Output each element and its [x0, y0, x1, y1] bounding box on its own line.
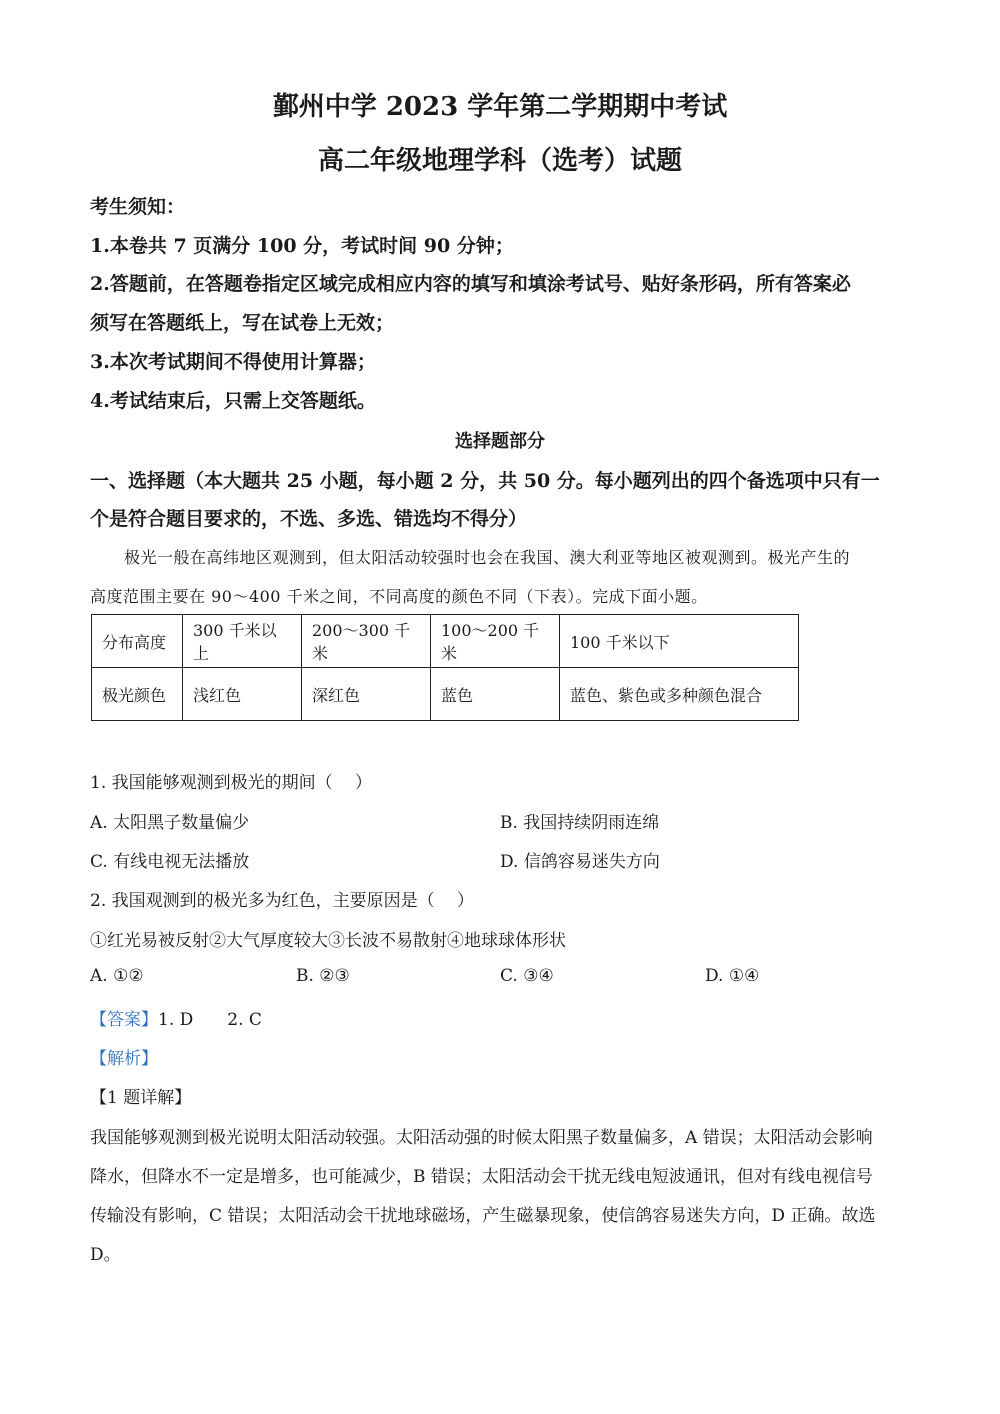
analysis-line: 传输没有影响，C 错误；太阳活动会干扰地球磁场，产生磁暴现象，使信鸽容易迷失方向，D 正确。故选	[90, 1206, 876, 1226]
passage-line: 高度范围主要在 90～400 千米之间，不同高度的颜色不同（下表）。完成下面小题。	[90, 587, 708, 606]
table-cell: 蓝色、紫色或多种颜色混合	[560, 668, 799, 721]
analysis-label: 【解析】	[90, 1049, 158, 1069]
aurora-color-table	[91, 614, 799, 721]
question-2-option-a: A. ①②	[90, 966, 144, 986]
exam-title: 鄞州中学 2023 学年第二学期期中考试	[272, 92, 728, 122]
question-2-option-b: B. ②③	[296, 966, 350, 986]
question-1-option-a: A. 太阳黑子数量偏少	[90, 813, 250, 833]
table-cell: 分布高度	[92, 615, 183, 668]
question-1-option-d: D. 信鸽容易迷失方向	[500, 852, 660, 872]
answer-text: 1. D 2. C	[158, 1010, 262, 1030]
analysis-detail-label: 【1 题详解】	[90, 1088, 192, 1108]
passage-line: 极光一般在高纬地区观测到，但太阳活动较强时也会在我国、澳大利亚等地区被观测到。极光产生的	[124, 548, 851, 567]
table-cell: 100～200 千米	[431, 615, 560, 668]
table-cell: 深红色	[302, 668, 431, 721]
analysis-line: D。	[90, 1245, 121, 1265]
question-1-option-c: C. 有线电视无法播放	[90, 852, 250, 872]
table-cell: 浅红色	[183, 668, 302, 721]
question-2-option-d: D. ①④	[705, 966, 760, 986]
section-header: 个是符合题目要求的，不选、多选、错选均不得分）	[90, 508, 528, 530]
analysis-line: 降水，但降水不一定是增多，也可能减少，B 错误；太阳活动会干扰无线电短波通讯，但对有线电视信号	[90, 1167, 873, 1187]
notice-item: 须写在答题纸上，写在试卷上无效；	[90, 312, 395, 334]
table-cell: 100 千米以下	[560, 615, 799, 668]
notice-item: 4.考试结束后，只需上交答题纸。	[90, 390, 376, 412]
answer-label: 【答案】	[90, 1010, 158, 1030]
table-cell: 极光颜色	[92, 668, 183, 721]
notice-item: 3.本次考试期间不得使用计算器；	[90, 351, 376, 373]
table-cell: 300 千米以上	[183, 615, 302, 668]
answer-line	[90, 1005, 262, 1030]
question-2-option-c: C. ③④	[500, 966, 554, 986]
table-row	[92, 668, 799, 721]
section-header: 一、选择题（本大题共 25 小题，每小题 2 分，共 50 分。每小题列出的四个备选项中只有一	[90, 470, 880, 492]
part-title: 选择题部分	[455, 431, 545, 452]
exam-subtitle: 高二年级地理学科（选考）试题	[317, 146, 682, 176]
question-1-stem: 1. 我国能够观测到极光的期间（ ）	[90, 773, 373, 793]
analysis-line: 我国能够观测到极光说明太阳活动较强。太阳活动强的时候太阳黑子数量偏多，A 错误；太阳活动会影响	[90, 1128, 873, 1148]
question-2-stem: 2. 我国观测到的极光多为红色，主要原因是（ ）	[90, 891, 475, 911]
notice-item: 1.本卷共 7 页满分 100 分，考试时间 90 分钟；	[90, 235, 514, 257]
question-2-statements: ①红光易被反射②大气厚度较大③长波不易散射④地球球体形状	[90, 931, 566, 951]
table-cell: 蓝色	[431, 668, 560, 721]
question-1-option-b: B. 我国持续阴雨连绵	[500, 813, 660, 833]
table-cell: 200～300 千米	[302, 615, 431, 668]
notice-item: 2.答题前，在答题卷指定区域完成相应内容的填写和填涂考试号、贴好条形码，所有答案必	[90, 273, 851, 295]
table-row	[92, 615, 799, 668]
notice-heading: 考生须知：	[90, 196, 186, 218]
